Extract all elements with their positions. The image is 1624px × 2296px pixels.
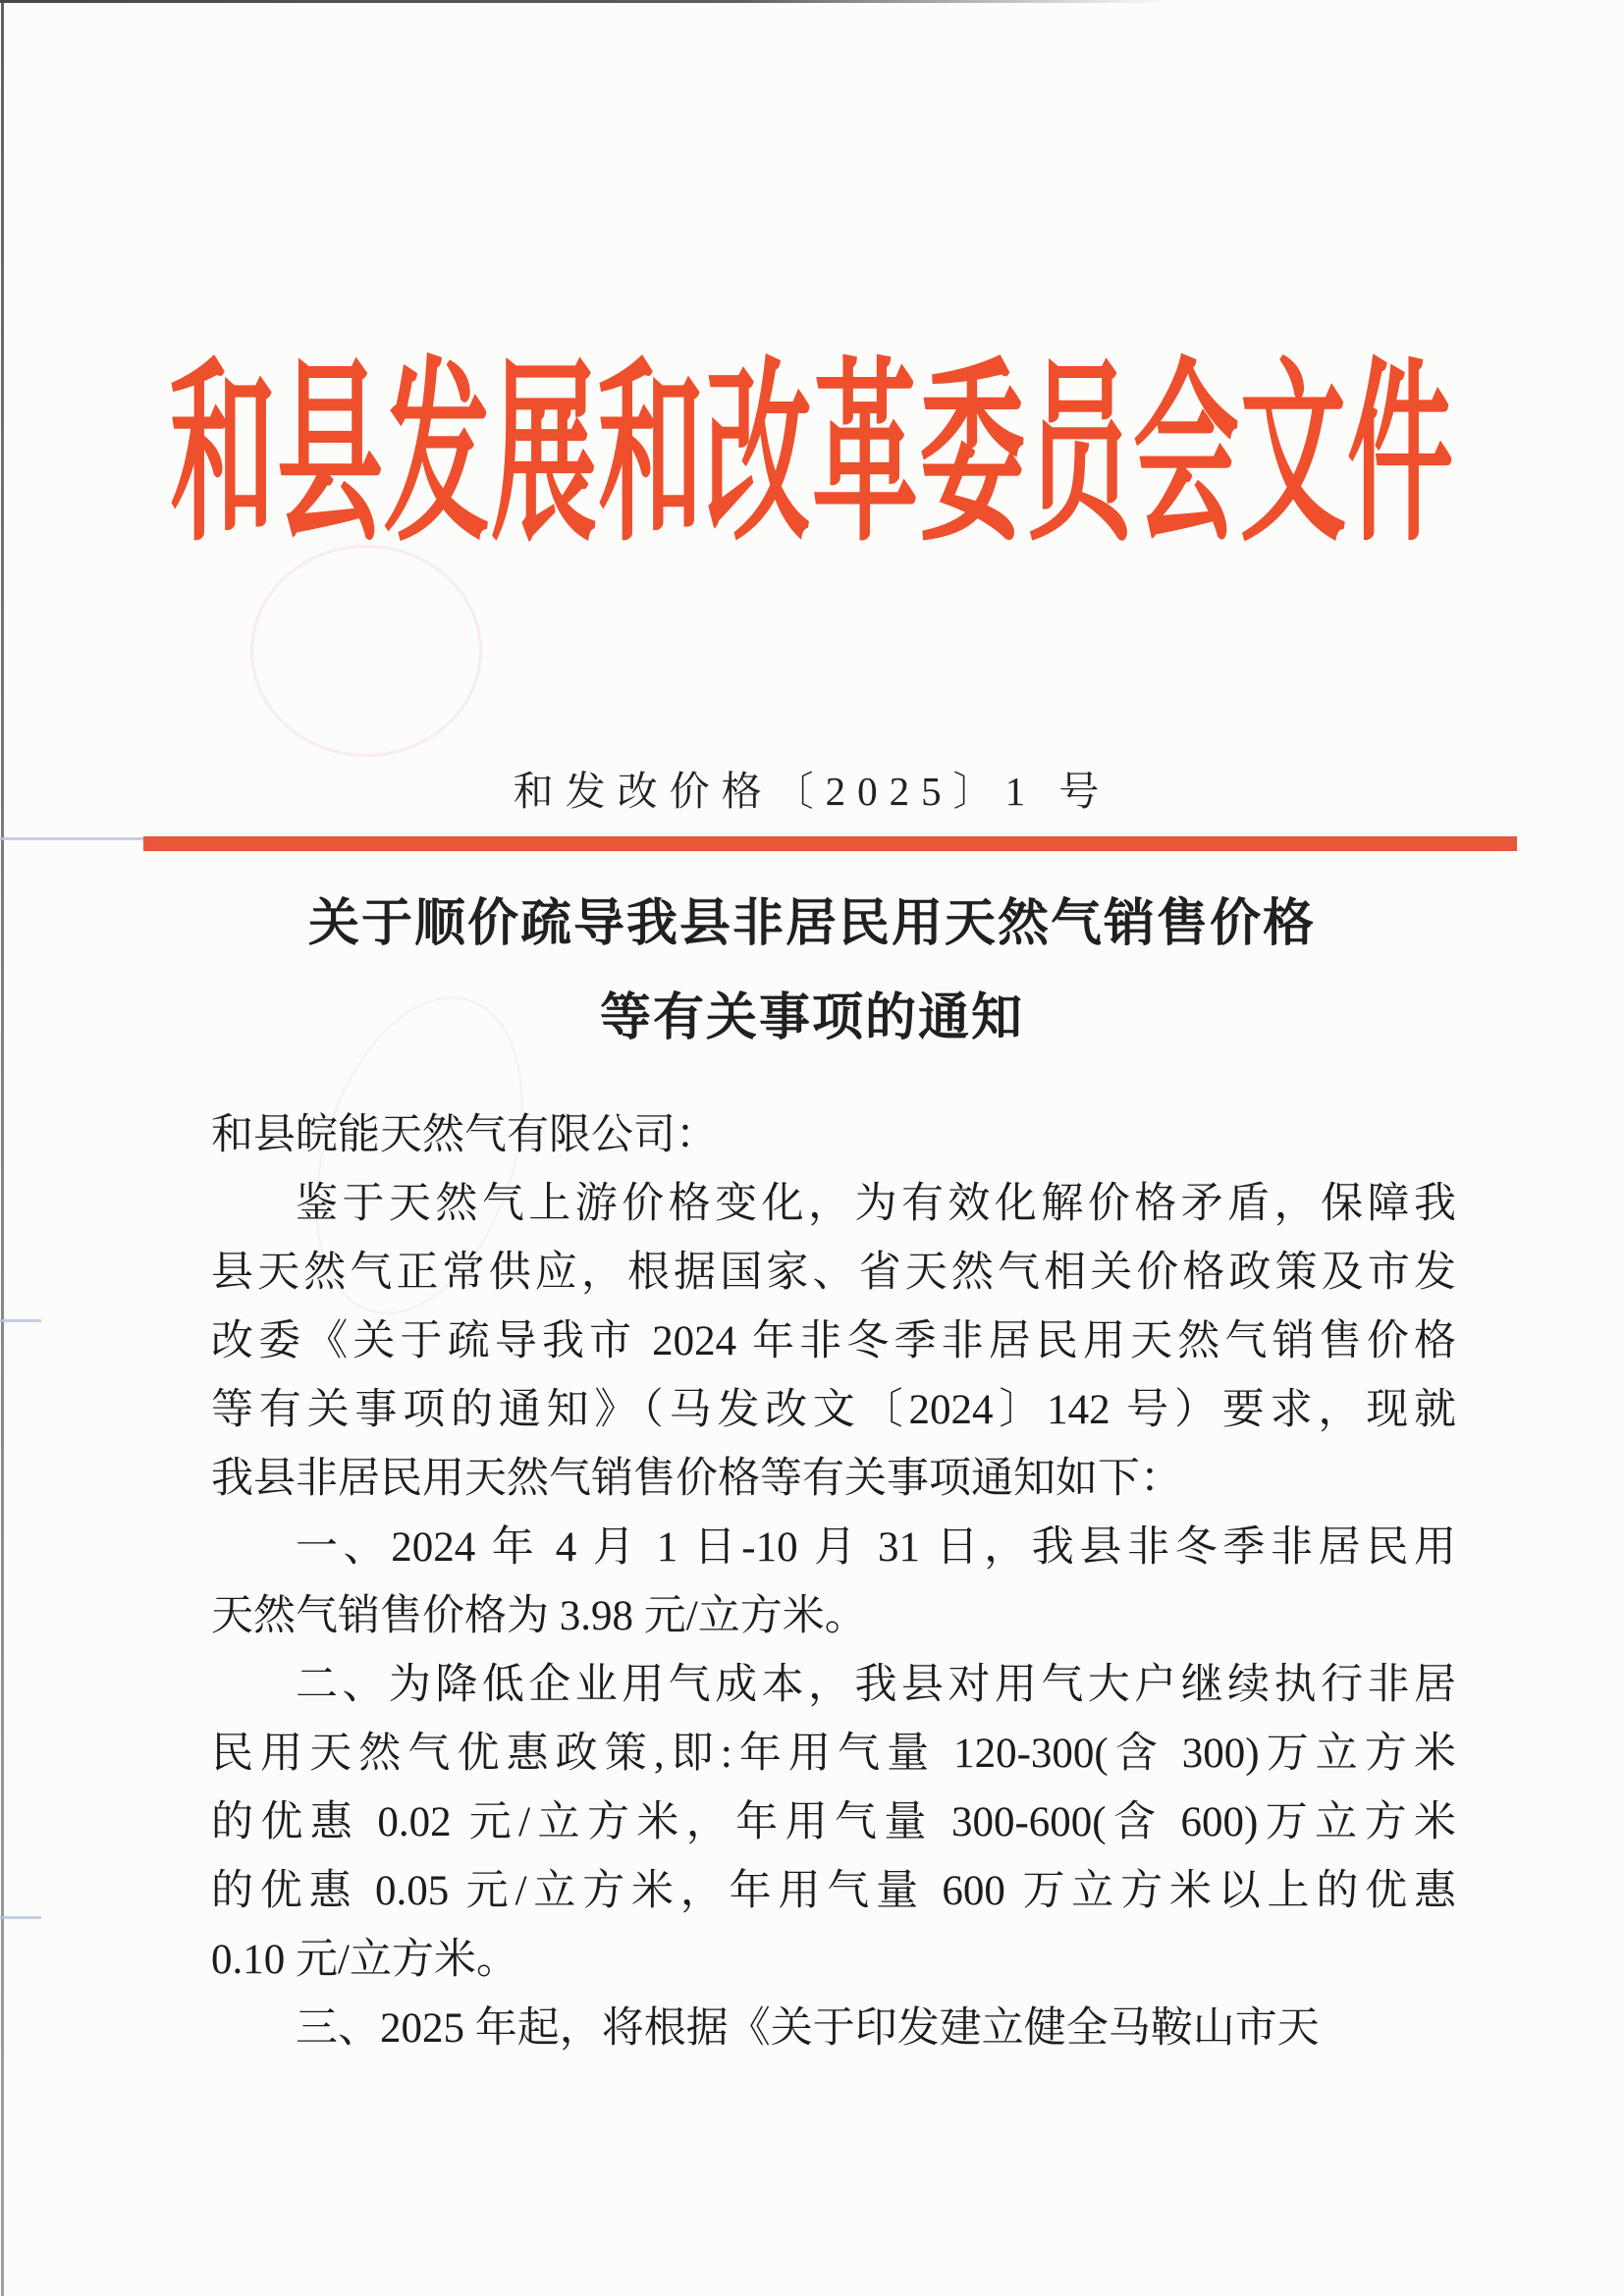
body-line: 改委《关于疏导我市 2024 年非冬季非居民用天然气销售价格 — [211, 1318, 1456, 1364]
document-number: 和发改价格〔2025〕1 号 — [513, 769, 1111, 814]
body-line: 二、为降低企业用气成本，我县对用气大户继续执行非居 — [296, 1662, 1456, 1708]
title-line-1: 关于顺价疏导我县非居民用天然气销售价格 — [307, 895, 1316, 952]
document-title — [174, 877, 1450, 1065]
body-line: 的优惠 0.02 元/立方米，年用气量 300-600(含 600)万立方米 — [211, 1799, 1456, 1845]
scan-blue-streak — [0, 1916, 41, 1919]
scan-edge-top-artifact — [0, 0, 1624, 3]
body-line: 天然气销售价格为 3.98 元/立方米。 — [211, 1593, 867, 1639]
agency-header-banner — [170, 324, 1455, 565]
agency-header-text: 和县发展和改革委员会文件 — [170, 348, 1455, 565]
body-line: 鉴于天然气上游价格变化，为有效化解价格矛盾，保障我 — [296, 1181, 1456, 1227]
body-line: 县天然气正常供应，根据国家、省天然气相关价格政策及市发 — [211, 1250, 1456, 1296]
scan-blue-streak — [0, 837, 145, 840]
title-line-2: 等有关事项的通知 — [599, 989, 1024, 1046]
body-text — [211, 1101, 1456, 2063]
body-line: 0.10 元/立方米。 — [211, 1937, 518, 1983]
body-line: 的优惠 0.05 元/立方米，年用气量 600 万立方米以上的优惠 — [211, 1868, 1456, 1914]
body-line: 三、2025 年起，将根据《关于印发建立健全马鞍山市天 — [296, 2005, 1320, 2052]
body-line: 等有关事项的通知》（马发改文〔2024〕142 号）要求，现就 — [211, 1387, 1456, 1433]
scan-blue-streak — [0, 1319, 41, 1322]
scan-edge-left-artifact — [1, 0, 4, 2296]
body-line: 我县非居民用天然气销售价格等有关事项通知如下： — [211, 1456, 1182, 1502]
red-separator-rule — [143, 836, 1517, 851]
body-line: 一、2024 年 4 月 1 日-10 月 31 日，我县非冬季非居民用 — [296, 1524, 1456, 1571]
recipient-line: 和县皖能天然气有限公司： — [211, 1112, 718, 1158]
body-line: 民用天然气优惠政策,即:年用气量 120-300(含 300)万立方米 — [211, 1731, 1456, 1777]
